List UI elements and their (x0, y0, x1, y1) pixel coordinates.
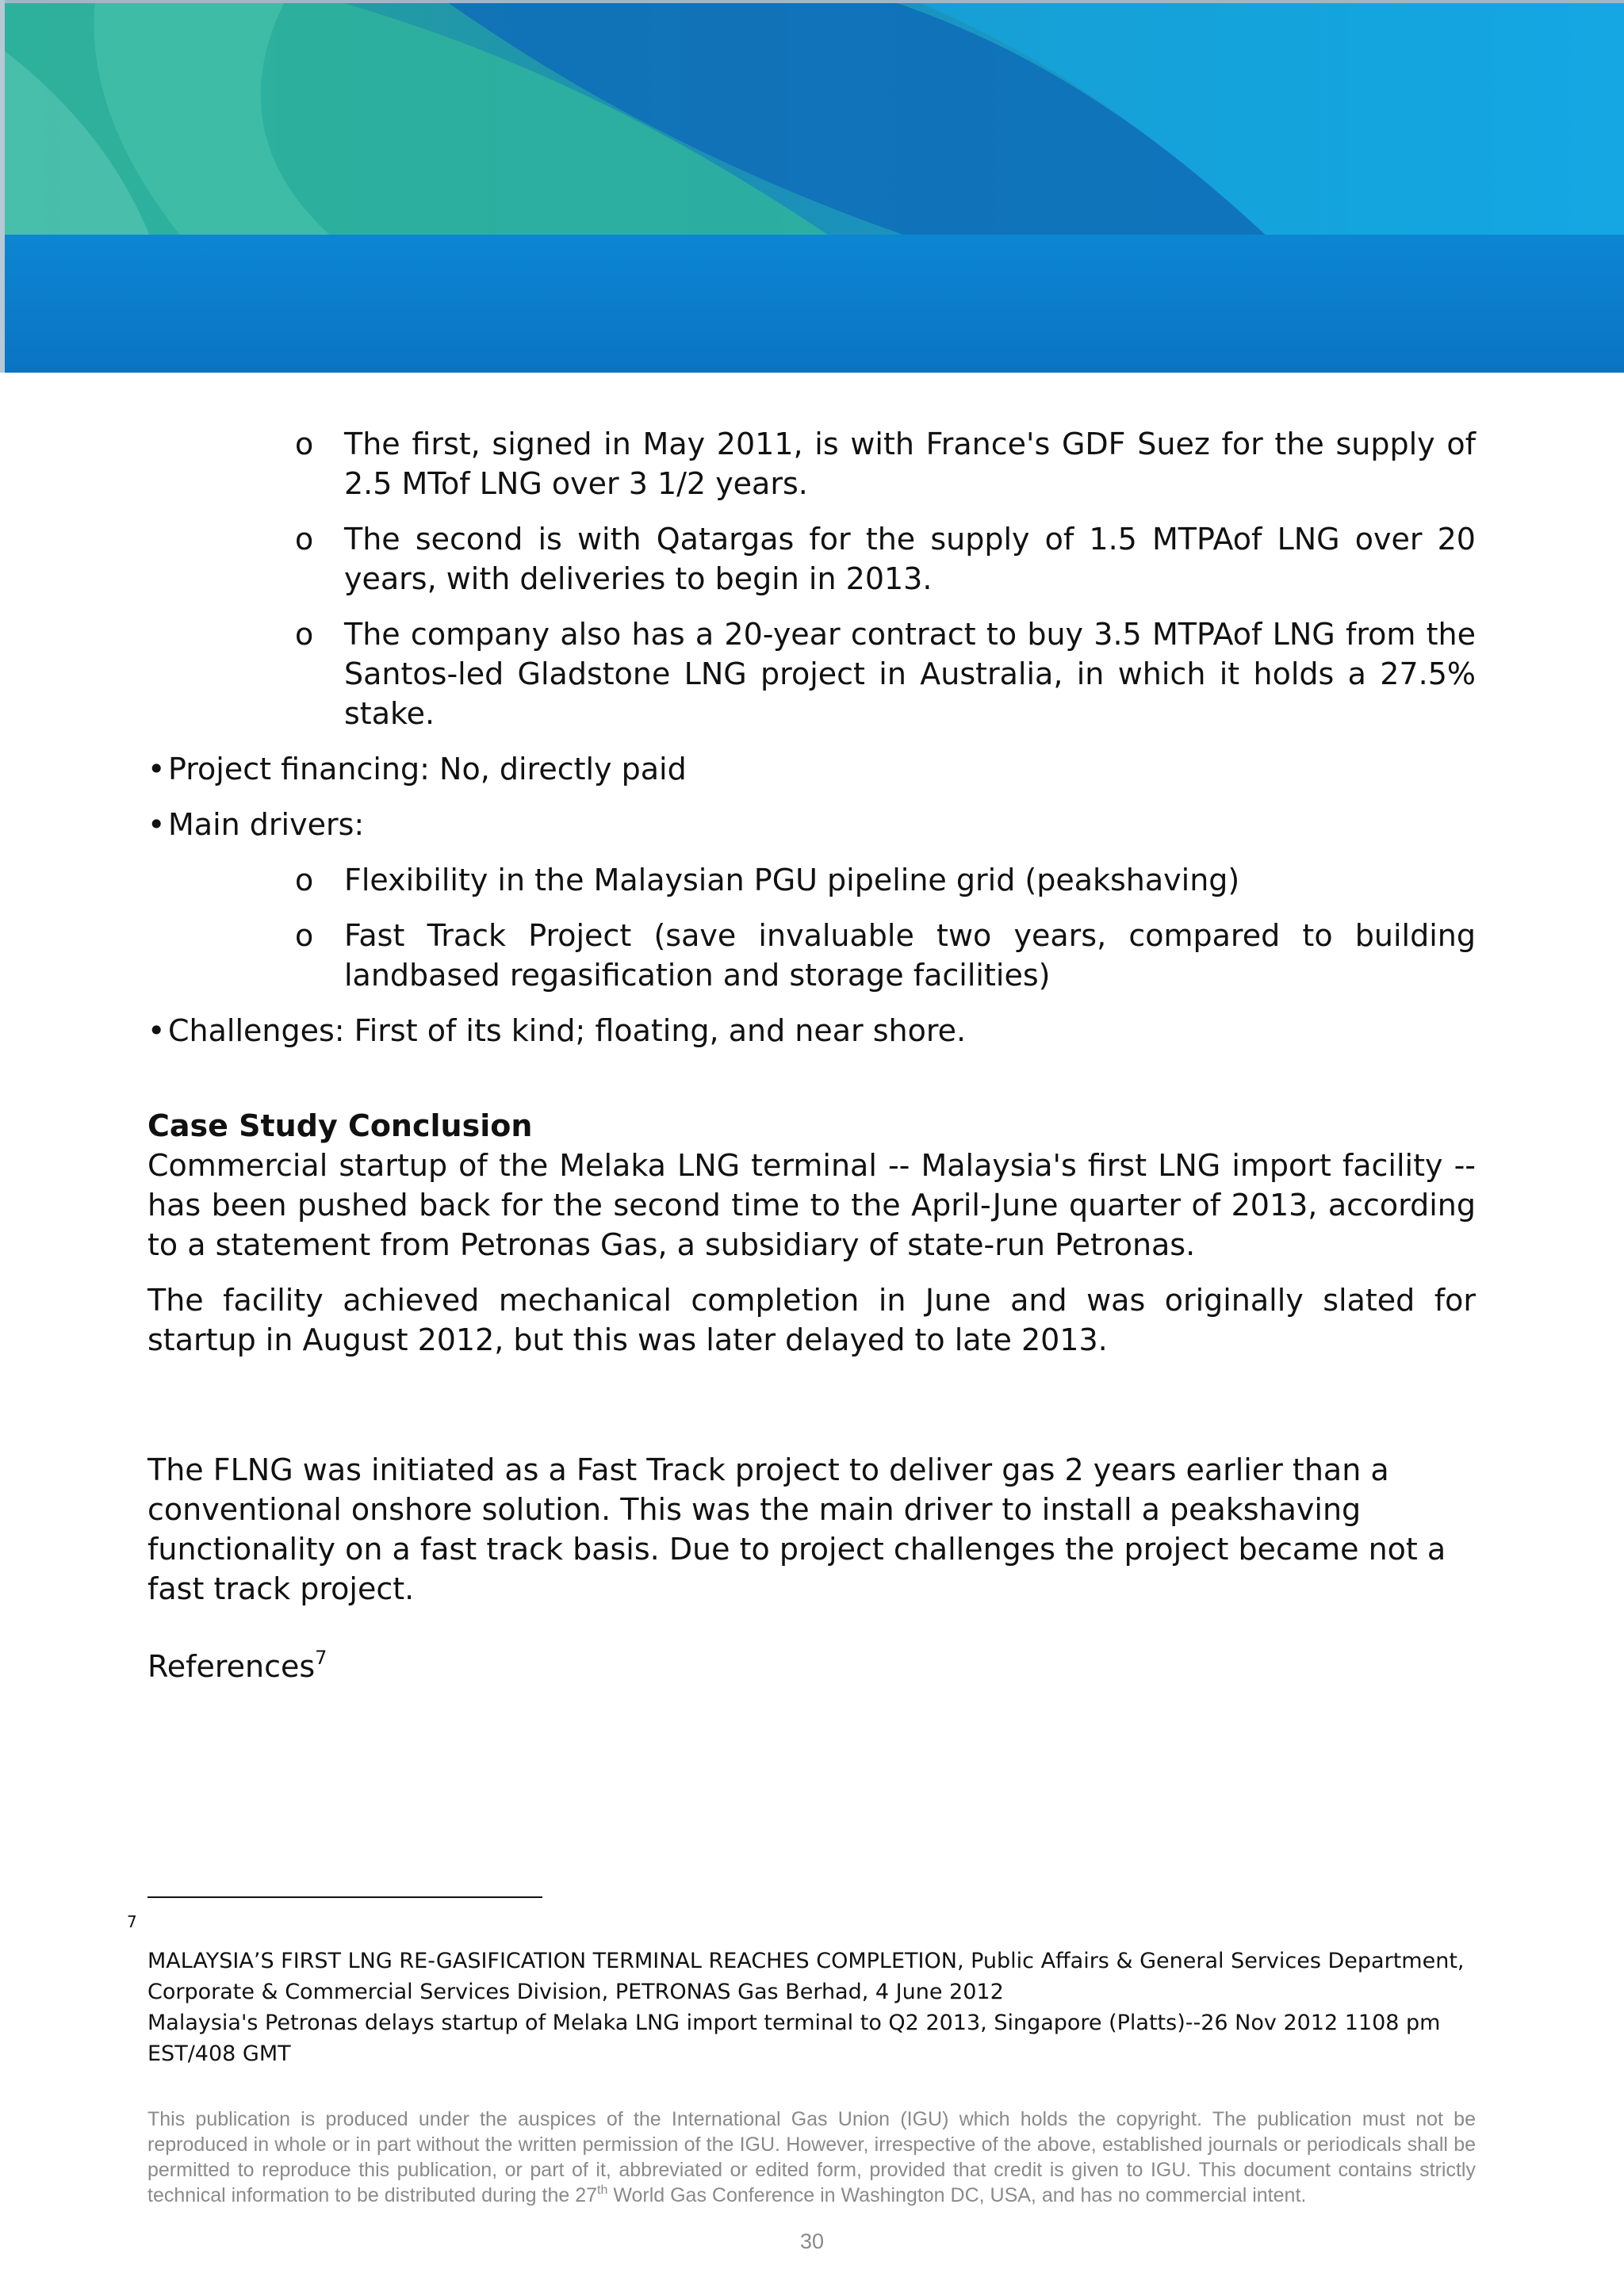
sub-bullet-item: o The first, signed in May 2011, is with France's GDF Suez for the supply of 2.5 MTof LNG over 3 1/2 years. (147, 424, 1476, 503)
sub-bullet-marker: o (295, 427, 314, 461)
copyright-notice: This publication is produced under the auspices of the International Gas Union (IGU) which holds the copyright. The publication must not be reproduced in whole or in part without the written permission of the IGU. However, irrespective of the above, established journals or periodicals shall be permitted to reproduce this publication, or part of it, abbreviated or edited form, provided that credit is given to IGU. This document contains strictly technical information to be distributed during the 27th World Gas Conference in Washington DC, USA, and has no commercial intent. (147, 2108, 1476, 2206)
references-label: References$^7$ (147, 1647, 327, 1684)
bullet-project-financing: • Project financing: No, directly paid (147, 749, 1476, 789)
footnote-number: 7 (127, 1912, 137, 1931)
sub-bullet-item: o Flexibility in the Malaysian PGU pipeline grid (peakshaving) (147, 860, 1476, 900)
main-content (147, 424, 1476, 1716)
sub-bullet-item: o Fast Track Project (save invaluable two years, compared to building landbased regasification and storage facilities) (147, 916, 1476, 995)
bullet-marker: • (147, 807, 166, 842)
footnote-reference[interactable]: 7 (315, 1647, 327, 1669)
bullet-main-drivers: • Main drivers: (147, 805, 1476, 844)
sub-bullet-marker: o (295, 918, 314, 953)
footnote-line: Malaysia's Petronas delays startup of Melaka LNG import terminal to Q2 2013, Singapore (Platts)--26 Nov 2012 1108 pm EST/408 GMT (147, 2011, 1441, 2066)
sub-bullet-item: o The company also has a 20-year contract to buy 3.5 MTPAof LNG from the Santos-led Gladstone LNG project in Australia, in which it holds a 27.5% stake. (147, 614, 1476, 733)
bullet-marker: • (147, 752, 166, 786)
page-number: 30 (799, 2229, 825, 2253)
header-banner (0, 0, 1624, 373)
conclusion-paragraph: The facility achieved mechanical completion in June and was originally slated for startup in August 2012, but this was later delayed to late 2013. (147, 1283, 1476, 1357)
footnote-divider (147, 1896, 542, 1898)
conclusion-heading: Case Study Conclusion (147, 1108, 533, 1143)
sub-bullet-marker: o (295, 522, 314, 557)
conclusion-paragraph: The FLNG was initiated as a Fast Track project to deliver gas 2 years earlier than a conventional onshore solution. This was the main driver to install a peakshaving functionality on a fast track basis. Due to project challenges the project became not a fast track project. (147, 1452, 1446, 1606)
sub-bullet-marker: o (295, 863, 314, 897)
conclusion-paragraph: Commercial startup of the Melaka LNG terminal -- Malaysia's first LNG import facility -- has been pushed back for the second time to the April-June quarter of 2013, according to a statement from Petronas Gas, a subsidiary of state-run Petronas. (147, 1148, 1476, 1262)
bullet-marker: • (147, 1013, 166, 1048)
footnote-line: MALAYSIA’S FIRST LNG RE-GASIFICATION TERMINAL REACHES COMPLETION, Public Affairs & General Services Department, Corporate & Commercial Services Division, PETRONAS Gas Berhad, 4 June 2012 (147, 1949, 1465, 2004)
bullet-challenges: • Challenges: First of its kind; floating, and near shore. (147, 1011, 1476, 1050)
footnotes (147, 1946, 1476, 2069)
sub-bullet-item: o The second is with Qatargas for the supply of 1.5 MTPAof LNG over 20 years, with deliveries to begin in 2013. (147, 519, 1476, 599)
sub-bullet-marker: o (295, 617, 314, 652)
